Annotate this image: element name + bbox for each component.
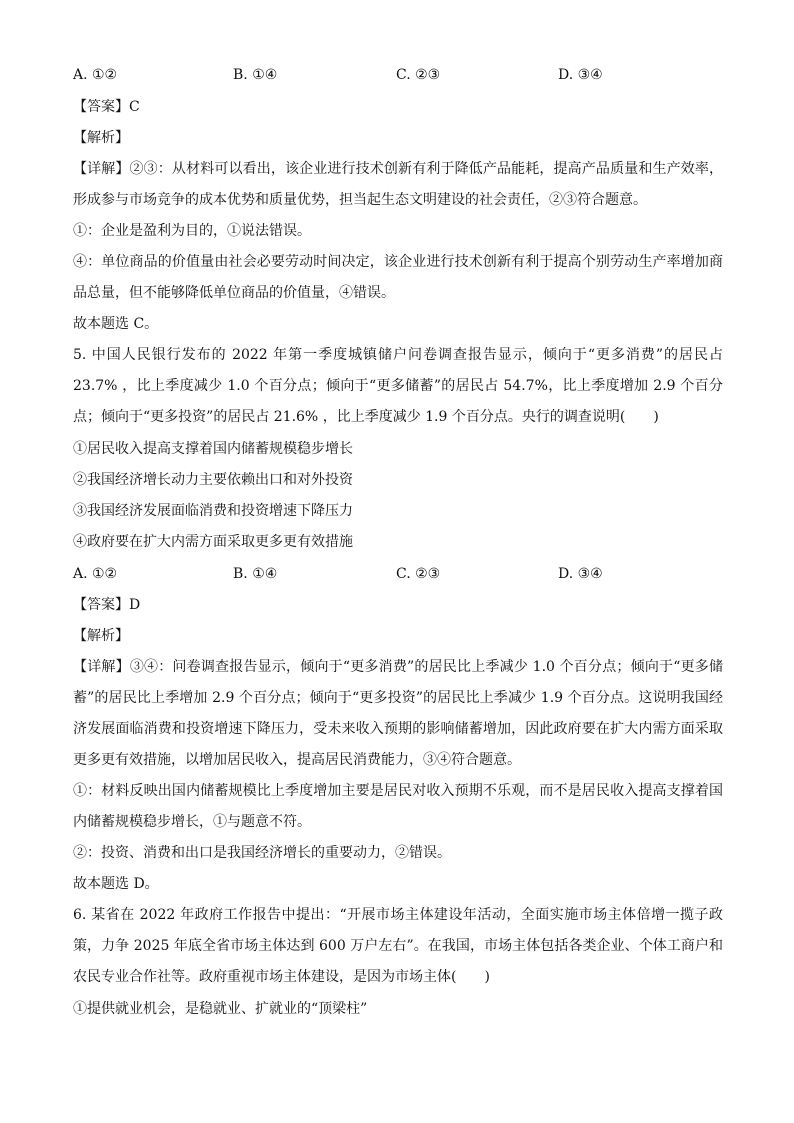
q6-stem: 6. 某省在 2022 年政府工作报告中提出：“开展市场主体建设年活动，全面实施市场主体倍增一揽子政策，力争 2025 年底全省市场主体达到 600 万户左右”。在我国，市场主体包括各类企业、个体工商户和农民专业合作社等。政府重视市场主体建设，是因为市场主体( ) xyxy=(73,907,723,985)
q5-stem: 5. 中国人民银行发布的 2022 年第一季度城镇储户问卷调查报告显示，倾向于“更多消费”的居民占 23.7% ，比上季度减少 1.0 个百分点；倾向于“更多储蓄”的居民占 54.7%，比上季度增加 2.9 个百分点；倾向于“更多投资”的居民占 21.6% ，比上季度减少 1.9 个百分点。央行的调查说明( ) xyxy=(73,347,723,425)
q4-option-b[interactable]: B. ①④ xyxy=(233,67,278,83)
q4-detail-1: 【详解】②③：从材料可以看出，该企业进行技术创新有利于降低产品能耗，提高产品质量和生产效率，形成参与市场竞争的成本优势和质量优势，担当起生态文明建设的社会责任，②③符合题意。 xyxy=(73,161,723,208)
q5-item-2: ②我国经济增长动力主要依赖出口和对外投资 xyxy=(73,472,353,488)
q5-options xyxy=(73,564,723,584)
q4-detail-3: ④：单位商品的价值量由社会必要劳动时间决定，该企业进行技术创新有利于提高个别劳动生产率增加商品总量，但不能够降低单位商品的价值量，④错误。 xyxy=(73,254,723,301)
q5-detail-1: 【详解】③④：问卷调查报告显示，倾向于“更多消费”的居民比上季减少 1.0 个百分点；倾向于“更多储蓄”的居民比上季增加 2.9 个百分点；倾向于“更多投资”的居民比上季减少 1.9 个百分点。这说明我国经济发展面临消费和投资增速下降压力，受未来收入预期的影响储蓄增加，因此政府要在扩大内需方面采取更多更有效措施，以增加居民收入，提高居民消费能力，③④符合题意。 xyxy=(73,659,723,768)
q4-option-c[interactable]: C. ②③ xyxy=(396,67,441,83)
q4-options xyxy=(73,65,723,85)
q5-item-4: ④政府要在扩大内需方面采取更多更有效措施 xyxy=(73,534,353,550)
q5-item-3: ③我国经济发展面临消费和投资增速下降压力 xyxy=(73,503,353,519)
q4-option-d[interactable]: D. ③④ xyxy=(558,67,603,83)
q5-option-b[interactable]: B. ①④ xyxy=(233,566,278,582)
q5-item-1: ①居民收入提高支撑着国内储蓄规模稳步增长 xyxy=(73,441,353,457)
q4-analysis-heading: 【解析】 xyxy=(73,130,129,146)
q4-answer: 【答案】C xyxy=(73,99,140,115)
q6-item-1: ①提供就业机会，是稳就业、扩就业的“顶梁柱” xyxy=(73,1001,368,1017)
q5-option-d[interactable]: D. ③④ xyxy=(558,566,603,582)
q5-option-c[interactable]: C. ②③ xyxy=(396,566,441,582)
q5-detail-2: ①：材料反映出国内储蓄规模比上季度增加主要是居民对收入预期不乐观，而不是居民收入提高支撑着国内储蓄规模稳步增长，①与题意不符。 xyxy=(73,783,723,830)
q5-option-a[interactable]: A. ①② xyxy=(73,566,118,582)
q4-detail-2: ①：企业是盈利为目的，①说法错误。 xyxy=(73,223,311,239)
q5-analysis-heading: 【解析】 xyxy=(73,628,129,644)
q5-answer: 【答案】D xyxy=(73,597,141,613)
q4-option-a[interactable]: A. ①② xyxy=(73,67,118,83)
q5-detail-3: ②：投资、消费和出口是我国经济增长的重要动力，②错误。 xyxy=(73,845,451,861)
q4-conclusion: 故本题选 C。 xyxy=(73,316,159,332)
q5-conclusion: 故本题选 D。 xyxy=(73,876,159,892)
